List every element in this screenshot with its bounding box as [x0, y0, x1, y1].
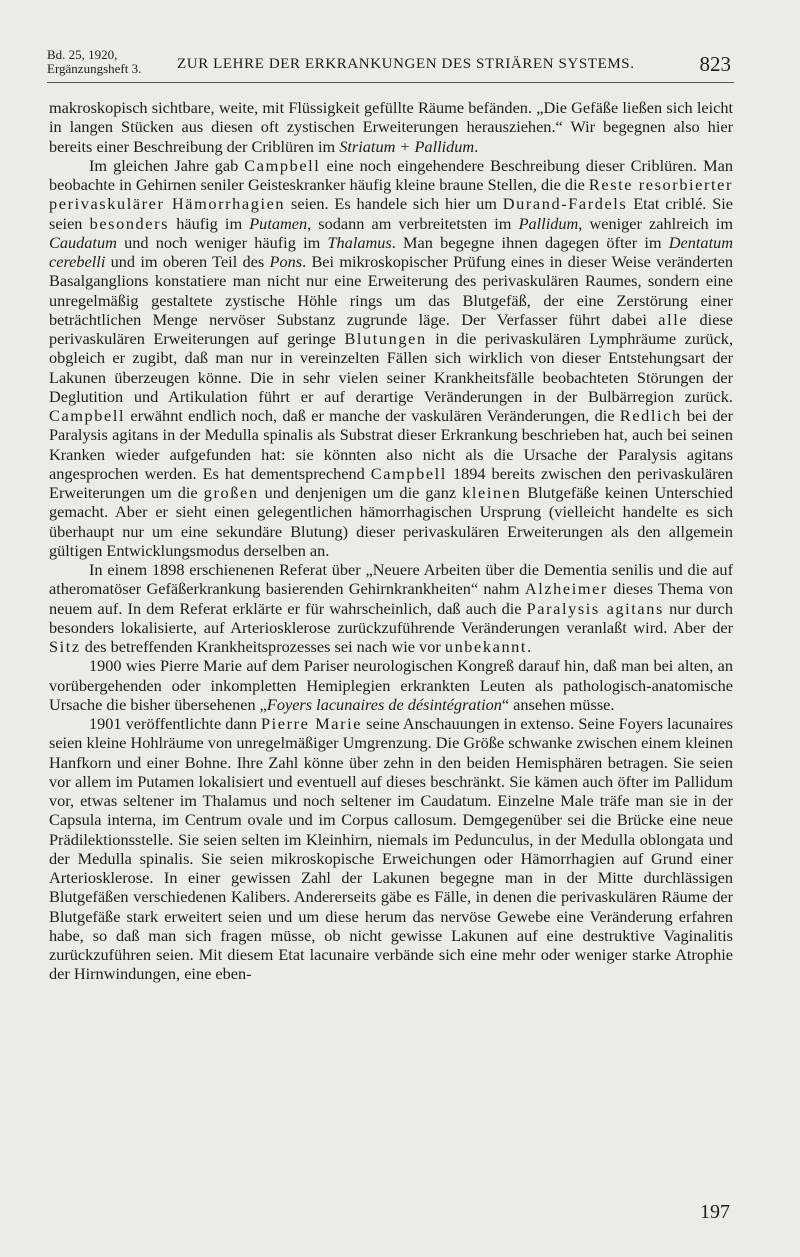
spaced-name: unbekannt	[444, 637, 528, 656]
text-run: In einem 1898 erschienenen Referat über „Neuere Arbeiten über die Dementia senilis und die auf atheromatöser Gefäßerkrankung basierenden Gehirnkrankheiten“ nahm	[49, 560, 733, 599]
text-run: erwähnt endlich noch, daß er manche der vaskulären Veränderungen, die	[125, 406, 620, 425]
text-run: Blutgefäße keinen Unterschied gemacht. Aber er sieht einen gelegentlichen hämorrhagischen Ursprung (vielleicht handelte es sich überhaupt nur um eine sekundäre Blutung) dieser perivaskulären Erweiterungen als den allgemein gültigen Entwicklungsmodus derselben an.	[49, 483, 733, 560]
text-run: . Bei mikroskopischer Prüfung eines in dieser Weise veränderten Basalganglions konstatiere man nicht nur eine Erweiterung des perivaskulären Raumes, sondern eine unregelmäßig gestaltete zystische Höhle rings um das Blutgefäß, der eine Zerstörung einer beträchtlichen Menge nervöser Substanz zugrunde läge. Der Verfasser führt dabei	[49, 252, 733, 329]
spaced-name: kleinen	[462, 483, 522, 502]
text-run: . Man begegne ihnen dagegen öfter im	[391, 232, 669, 252]
spaced-name: Campbell	[370, 463, 447, 483]
text-run: 1900 wies Pierre Marie auf dem Pariser neurologischen Kongreß darauf hin, daß man bei alten, an vorübergehenden oder inkompletten Hemiplegien erkrankten Leuten als pathologisch-anatomische Ursache die bisher übersehenen „	[49, 656, 733, 714]
text-run: , weniger zahlreich im	[578, 213, 733, 233]
text-run: .	[474, 136, 479, 156]
text-run: “ ansehen müsse.	[501, 694, 615, 714]
spaced-name: Blutungen	[344, 329, 427, 348]
volume-info	[47, 48, 141, 76]
italic-term: Striatum + Pallidum	[339, 136, 475, 156]
text-run: 1901 veröffentlichte dann	[89, 714, 262, 733]
text-run: seien. Es handele sich hier um	[285, 194, 503, 214]
spaced-name: Pierre Marie	[261, 714, 363, 733]
italic-term: Thalamus	[327, 232, 392, 252]
spaced-name: Paralysis agitans	[526, 598, 664, 618]
text-run: bei der Paralysis agitans in der Medulla spinalis als Substrat dieser Erkrankung beschrieben hat, auch bei seinen Kranken wieder aufgefunden hat: sie könnten also nicht als die Ursache der Paralysis agitans angesprochen werden. Es hat dementsprechend	[49, 406, 733, 483]
header-rule	[47, 82, 734, 83]
paragraph	[49, 656, 733, 714]
text-run: in die perivaskulären Lymphräume zurück, obgleich er zugibt, daß man nur in vereinzelten Fällen sich wirklich von dieser Entstehungsart der Lakunen überzeugen könne. Die in sehr vielen seiner Krankheitsfälle beobachteten Störungen der Deglutition und Artikulation führt er auf derartige Veränderungen in der Bulbärregion zurück.	[49, 329, 734, 406]
text-run: und denjenigen um die ganz	[258, 483, 463, 502]
text-run: makroskopisch sichtbare, weite, mit Flüssigkeit gefüllte Räume befänden. „Die Gefäße ließen sich leicht in langen Stücken aus diesen oft zystischen Erweiterungen herausziehen.“ Wir begegnen also hier bereits einer Beschreibung der Criblüren im	[49, 98, 733, 156]
spaced-name: großen	[203, 483, 259, 502]
italic-term: Pons	[269, 252, 303, 271]
text-run: Etat criblé. Sie seien	[49, 194, 734, 233]
text-run: eine noch eingehendere Beschreibung dieser Criblüren. Man beobachte in Gehirnen seniler Geisteskranker häufig kleine braune Stellen, die die	[49, 155, 734, 194]
paragraph	[49, 714, 733, 984]
italic-term: Foyers lacunaires de désintégration	[266, 694, 502, 714]
text-run: und noch weniger häufig im	[116, 232, 328, 252]
text-run: häufig im	[169, 213, 250, 233]
running-title: ZUR LEHRE DER ERKRANKUNGEN DES STRIÄREN SYSTEMS.	[177, 56, 635, 72]
text-run: seine Anschauungen in extenso. Seine Foyers lacunaires seien kleine Hohlräume von unregelmäßiger Umgrenzung. Die Größe schwanke zwischen einem kleinen Hanfkorn und einer Bohne. Ihre Zahl könne über zehn in den beiden Hemisphären betragen. Sie seien vor allem im Putamen lokalisiert und eventuell auf dieses beschränkt. Sie kämen auch öfter im Pallidum vor, etwas seltener im Thalamus und noch seltener im Caudatum. Einzelne Male träfe man sie in der Capsula interna, im Centrum ovale und im Corpus callosum. Demgegenüber sei die Brücke eine neue Prädilektionsstelle. Sie seien selten im Kleinhirn, niemals im Pedunculus, in der Medulla oblongata und der Medulla spinalis. Sie seien mikroskopische Erweichungen oder Hämorrhagien auf Grund einer Arteriosklerose. In einer gewissen Zahl der Lakunen begegne man in der Mitte durchlässigen Blutgefäßen verschiedenen Kalibers. Andererseits gäbe es Fälle, in denen die perivaskulären Räume der Blutgefäße stark erweitert seien und um diese herum das nervöse Gewebe eine Veränderung erfahren habe, so daß man sich fragen müsse, ob nicht gewisse Lakunen auf eine destruktive Vaginalitis zurückzuführen seien. Mit diesem Etat lacunaire verbände sich eine mehr oder weniger starke Atrophie der Hirnwindungen, eine eben-	[49, 714, 733, 984]
spaced-name: Campbell	[49, 406, 126, 425]
paragraph	[49, 156, 733, 560]
text-run: 1894 bereits zwischen den perivaskulären Erweiterungen um die	[49, 463, 733, 502]
text-run: nur durch besonders lokalisierte, auf Arteriosklerose zurückzuführende Veränderungen veranlaßt wird. Aber der	[49, 598, 733, 637]
paragraph	[49, 560, 733, 656]
spaced-name: Reste resorbierter perivaskulärer Hämorrhagien	[49, 175, 734, 214]
italic-term: Caudatum	[49, 232, 117, 252]
text-run: dieses Thema von neuem auf. In dem Referat erklärte er für wahrscheinlich, daß auch die	[49, 579, 733, 618]
text-run: des betreffenden Krankheitsprozesses sei nach wie vor	[80, 637, 445, 656]
text-run: Im gleichen Jahre gab	[89, 155, 245, 175]
text-run: .	[527, 637, 532, 656]
text-run: , sodann am verbreitetsten im	[307, 213, 519, 233]
spaced-name: besonders	[89, 213, 170, 233]
spaced-name: Redlich	[619, 406, 682, 425]
page-number: 823	[699, 52, 731, 76]
body-text	[49, 98, 733, 984]
spaced-name: Campbell	[244, 155, 321, 175]
volume-label: Bd. 25, 1920,	[47, 47, 118, 62]
text-run: diese perivaskulären Erweiterungen auf geringe	[49, 309, 733, 348]
text-run: und im oberen Teil des	[105, 252, 270, 271]
italic-term: Putamen	[249, 213, 308, 233]
spaced-name: alle	[658, 309, 689, 329]
spaced-name: Sitz	[49, 637, 81, 656]
signature-mark: 197	[700, 1201, 730, 1223]
italic-term: Dentatum cerebelli	[49, 232, 733, 271]
spaced-name: Alzheimer	[524, 579, 608, 599]
supplement-label: Ergänzungsheft 3.	[47, 61, 142, 76]
spaced-name: Durand-Fardels	[502, 194, 628, 214]
paragraph	[49, 98, 733, 156]
italic-term: Pallidum	[518, 213, 579, 233]
